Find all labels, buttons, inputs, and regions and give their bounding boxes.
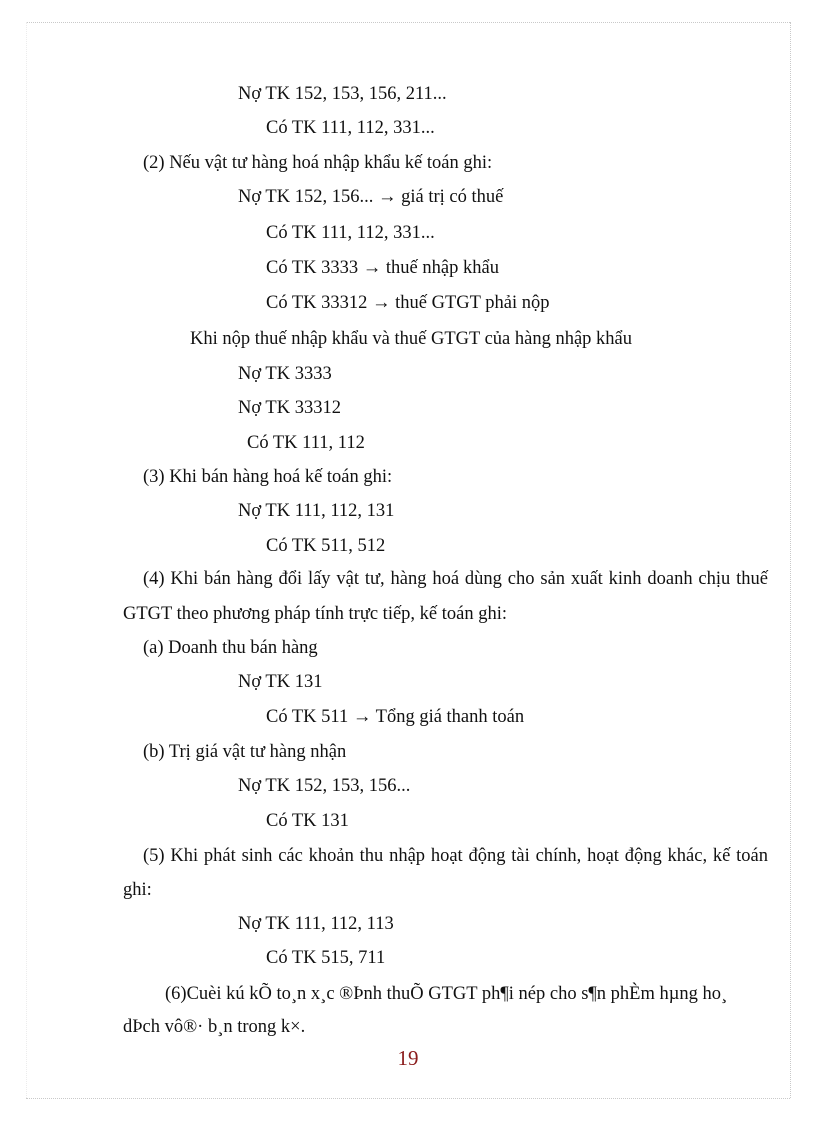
section-heading: (5) Khi phát sinh các khoản thu nhập hoạt động tài chính, hoạt động khác, kế toán bbox=[143, 846, 768, 866]
text-line: Khi nộp thuế nhập khẩu và thuế GTGT của hàng nhập khẩu bbox=[190, 329, 633, 349]
text-line: Nợ TK 152, 153, 156... bbox=[238, 776, 411, 796]
text-line: Có TK 3333 → thuế nhập khẩu bbox=[266, 258, 499, 278]
section-heading: (2) Nếu vật tư hàng hoá nhập khẩu kế toán ghi: bbox=[143, 153, 493, 173]
page-border-left bbox=[26, 22, 27, 1098]
text-line: Nợ TK 131 bbox=[238, 672, 323, 692]
page-border-right bbox=[790, 22, 791, 1098]
text-line: Có TK 111, 112, 331... bbox=[266, 118, 435, 138]
subsection-heading: (a) Doanh thu bán hàng bbox=[143, 638, 318, 658]
text-line: Có TK 111, 112 bbox=[247, 433, 365, 453]
text-line: Nợ TK 111, 112, 113 bbox=[238, 914, 394, 934]
text-line: dÞch vô®· b¸n trong k×. bbox=[123, 1017, 306, 1037]
text-line: Nợ TK 152, 153, 156, 211... bbox=[238, 84, 447, 104]
text-line: Có TK 511, 512 bbox=[266, 536, 386, 556]
text-line: Có TK 511 → Tổng giá thanh toán bbox=[266, 707, 525, 727]
subsection-heading: (b) Trị giá vật tư hàng nhận bbox=[143, 742, 347, 762]
section-heading: (6)Cuèi kú kÕ to¸n x¸c ®Þnh thuÕ GTGT ph¶i nép cho s¶n phÈm hµng ho¸ bbox=[165, 984, 728, 1004]
text-line: ghi: bbox=[123, 880, 152, 900]
page-border-bottom bbox=[26, 1098, 790, 1099]
text-line: GTGT theo phương pháp tính trực tiếp, kế toán ghi: bbox=[123, 604, 508, 624]
section-heading: (3) Khi bán hàng hoá kế toán ghi: bbox=[143, 467, 393, 487]
section-heading: (4) Khi bán hàng đổi lấy vật tư, hàng hoá dùng cho sản xuất kinh doanh chịu thuế bbox=[143, 569, 768, 589]
text-line: Nợ TK 111, 112, 131 bbox=[238, 501, 395, 521]
text-line: Có TK 33312 → thuế GTGT phải nộp bbox=[266, 293, 550, 313]
text-line: Có TK 111, 112, 331... bbox=[266, 223, 435, 243]
text-line: Có TK 131 bbox=[266, 811, 349, 831]
page-number: 19 bbox=[397, 1046, 419, 1070]
text-line: Có TK 515, 711 bbox=[266, 948, 386, 968]
page-border-top bbox=[26, 22, 790, 23]
text-line: Nợ TK 3333 bbox=[238, 364, 332, 384]
text-line: Nợ TK 33312 bbox=[238, 398, 341, 418]
text-line: Nợ TK 152, 156... → giá trị có thuế bbox=[238, 187, 504, 207]
